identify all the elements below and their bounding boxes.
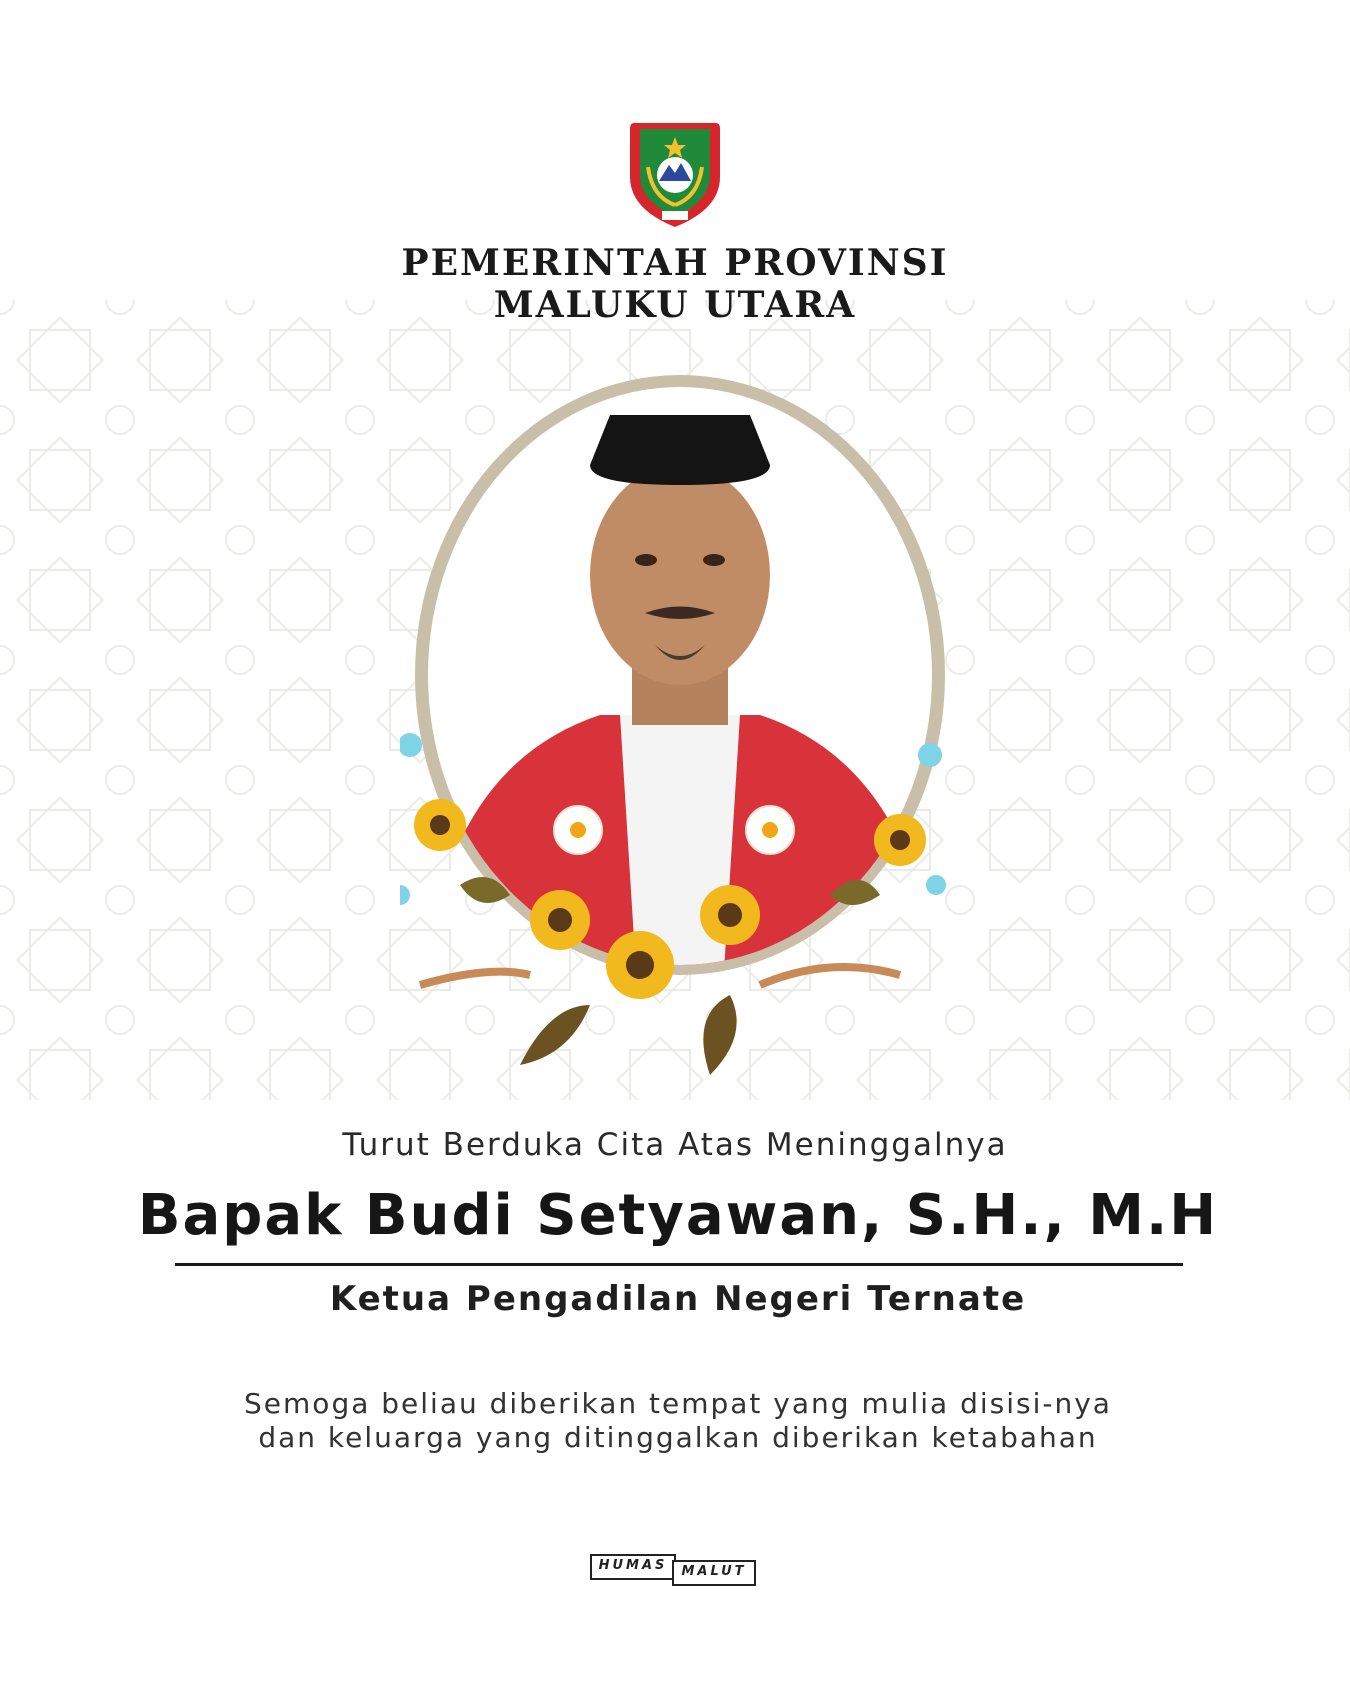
sunflower	[700, 885, 760, 945]
condolence-intro: Turut Berduka Cita Atas Meninggalnya	[342, 1127, 1008, 1163]
blue-flower	[400, 733, 422, 757]
leaf	[703, 995, 736, 1075]
deceased-position: Ketua Pengadilan Negeri Ternate	[329, 1279, 1027, 1319]
page-title-line2: MALUKU UTARA	[493, 284, 857, 326]
memorial-portrait	[400, 375, 960, 1115]
sunflower	[414, 799, 466, 851]
blue-flower	[926, 875, 946, 895]
name-divider	[175, 1263, 1183, 1266]
deceased-name: Bapak Budi Setyawan, S.H., M.H	[137, 1183, 1219, 1248]
malut-badge: MALUT	[672, 1560, 756, 1586]
daisy	[554, 806, 602, 854]
humas-badge: HUMAS	[590, 1554, 676, 1580]
leaf	[520, 1005, 590, 1065]
prayer-line-2: dan keluarga yang ditinggalkan diberikan ketabahan	[258, 1421, 1098, 1454]
wheat	[420, 972, 530, 985]
sunflower	[530, 890, 590, 950]
sunflower	[606, 931, 674, 999]
peci-cap	[590, 415, 770, 485]
prayer-line-1: Semoga beliau diberikan tempat yang mulia disisi-nya	[244, 1387, 1112, 1420]
face	[590, 465, 770, 685]
province-emblem-icon	[626, 117, 724, 231]
page-title-line1: PEMERINTAH PROVINSI	[401, 242, 949, 284]
sunflower	[874, 814, 926, 866]
daisy	[746, 806, 794, 854]
wheat	[760, 967, 900, 985]
blue-flower	[400, 885, 410, 905]
blue-flower	[918, 743, 942, 767]
